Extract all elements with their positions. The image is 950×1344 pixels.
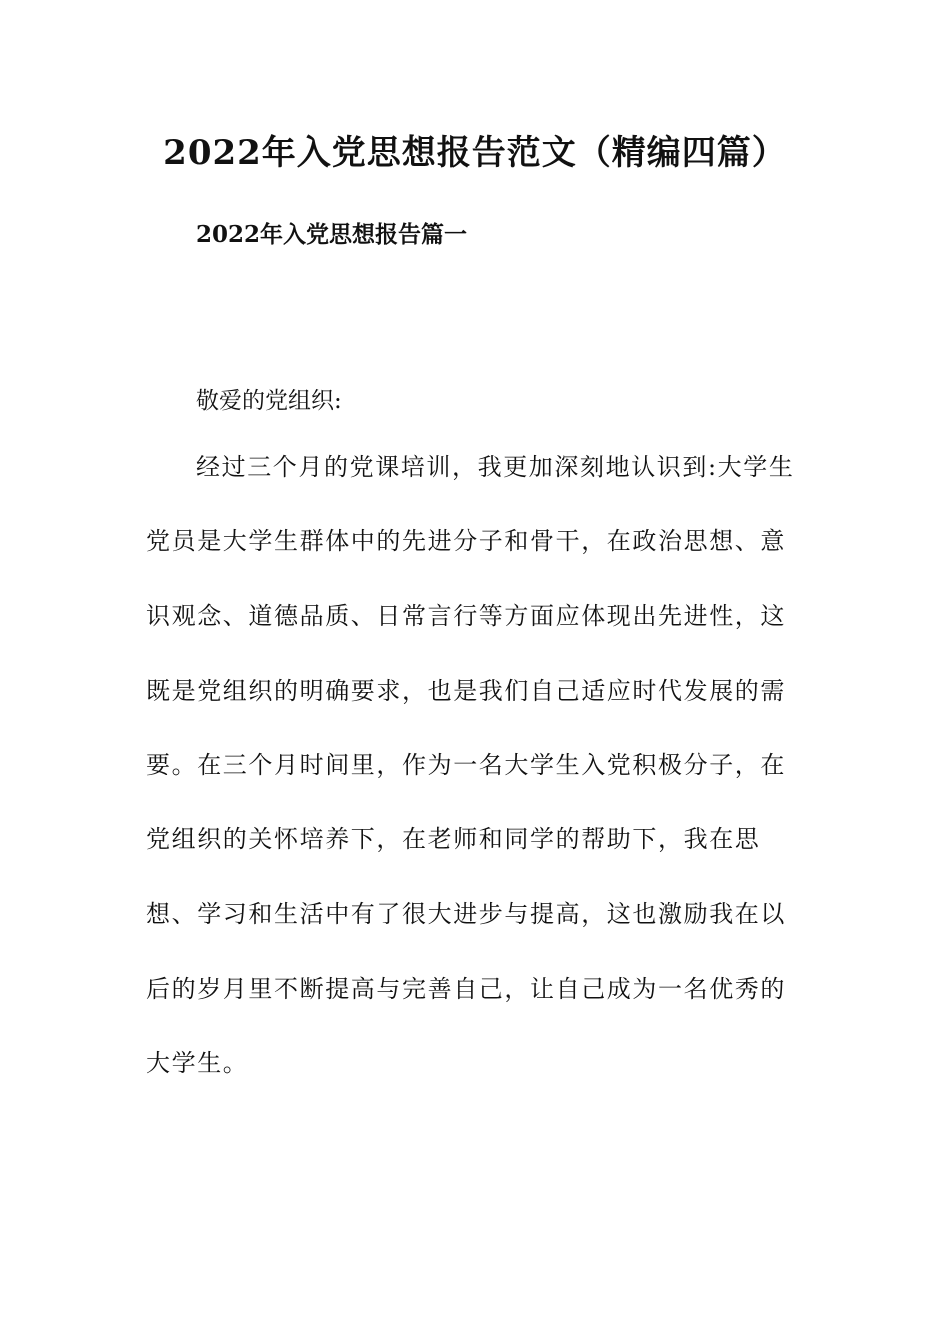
salutation: 敬爱的党组织: [196,388,342,414]
section-heading: 2022年入党思想报告篇一 [196,221,468,248]
paragraph-line: 想、学习和生活中有了很大进步与提高，这也激励我在以 [146,900,786,928]
document-title: 2022年入党思想报告范文（精编四篇） [163,133,787,173]
paragraph-line: 识观念、道德品质、日常言行等方面应体现出先进性，这 [146,602,786,630]
paragraph-line: 既是党组织的明确要求，也是我们自己适应时代发展的需 [146,677,786,705]
paragraph-line: 党组织的关怀培养下，在老师和同学的帮助下，我在思 [146,825,761,853]
paragraph-line: 大学生。 [146,1049,249,1077]
paragraph-line: 党员是大学生群体中的先进分子和骨干，在政治思想、意 [146,527,786,555]
paragraph-line: 要。在三个月时间里，作为一名大学生入党积极分子，在 [146,751,786,779]
paragraph-line: 经过三个月的党课培训，我更加深刻地认识到:大学生 [196,453,795,481]
paragraph-line: 后的岁月里不断提高与完善自己，让自己成为一名优秀的 [146,975,786,1003]
